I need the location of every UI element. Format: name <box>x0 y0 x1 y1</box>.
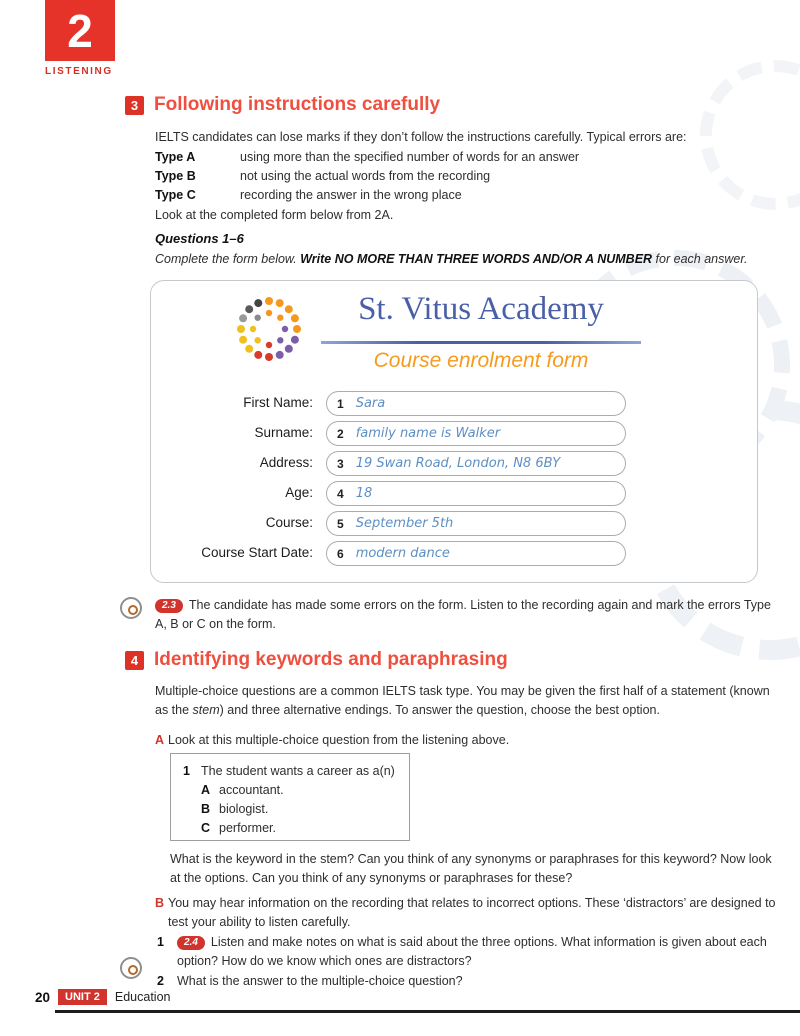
exercise-b-text: You may hear information on the recording that relates to incorrect options. These ‘distractors’ are designed to test your ability to listen carefully. <box>168 896 776 929</box>
mc-stem-text: The student wants a career as a(n) <box>201 764 395 778</box>
section4-heading <box>125 649 508 671</box>
mc-stem-row <box>183 762 409 781</box>
intro-part2: ) and three alternative endings. To answer the question, choose the best option. <box>219 703 660 717</box>
unit-number-tab <box>45 0 115 61</box>
audio-icon <box>120 597 142 619</box>
field-label: Age: <box>285 485 313 500</box>
field-label: Course: <box>265 515 313 530</box>
questions-instructions <box>155 250 795 269</box>
error-types-list <box>155 148 775 205</box>
form-subtitle: Course enrolment form <box>373 349 589 372</box>
answer-box-2[interactable] <box>326 421 626 446</box>
answer-box-6[interactable] <box>326 541 626 566</box>
section3-heading <box>125 94 440 116</box>
task-item-1 <box>157 933 780 971</box>
unit-label: LISTENING <box>45 66 113 77</box>
error-type-row <box>155 186 775 205</box>
page-bottom-edge <box>55 1010 800 1013</box>
page-footer <box>35 989 170 1005</box>
task2-text: What is the answer to the multiple-choice question? <box>177 974 463 988</box>
section4-title: Identifying keywords and paraphrasing <box>154 649 508 670</box>
error-type-row <box>155 148 775 167</box>
handwritten-answer: 18 <box>355 486 373 501</box>
handwritten-answer: September 5th <box>355 516 454 531</box>
enrolment-form-card <box>150 280 758 583</box>
academy-name: St. Vitus Academy <box>358 291 604 327</box>
answer-box-1[interactable] <box>326 391 626 416</box>
mc-option-letter: A <box>201 783 211 797</box>
multiple-choice-box <box>170 753 410 841</box>
section4-intro <box>155 682 775 720</box>
field-label: Address: <box>259 455 313 470</box>
answer-number: 2 <box>337 426 344 441</box>
exercise-b <box>155 894 780 932</box>
exercise-b-label: B <box>155 896 165 910</box>
unit-badge: UNIT 2 <box>58 989 107 1005</box>
questions-heading: Questions 1–6 <box>155 231 244 246</box>
mc-option-text: accountant. <box>219 783 284 797</box>
instruction-part1: Complete the form below. <box>155 252 301 266</box>
task-number: 2 <box>157 974 164 988</box>
form-field-row <box>151 511 757 537</box>
form-field-row <box>151 391 757 417</box>
listening-task-text: The candidate has made some errors on the form. Listen to the recording again and mark the errors Type A, B or C on the form. <box>155 598 771 631</box>
answer-box-3[interactable] <box>326 451 626 476</box>
field-label: Course Start Date: <box>201 545 313 560</box>
answer-box-4[interactable] <box>326 481 626 506</box>
error-type-text: not using the actual words from the recording <box>240 169 491 183</box>
error-type-text: using more than the specified number of words for an answer <box>240 150 580 164</box>
task1-text: Listen and make notes on what is said about the three options. What information is given about each option? How do we know which ones are distractors? <box>177 935 767 968</box>
intro-part1: Multiple-choice questions are a common IELTS task type. You may be given the first half of a statement (known as the <box>155 684 770 717</box>
handwritten-answer: Sara <box>355 396 386 411</box>
task-content <box>177 933 780 971</box>
answer-number: 1 <box>337 396 344 411</box>
answer-box-5[interactable] <box>326 511 626 536</box>
answer-number: 4 <box>337 486 344 501</box>
error-type-label: Type B <box>155 169 196 183</box>
look-at-form-text: Look at the completed form below from 2A. <box>155 208 394 222</box>
mc-option-letter: C <box>201 821 211 835</box>
error-type-label: Type A <box>155 150 196 164</box>
form-field-row <box>151 481 757 507</box>
task-item-2 <box>157 972 780 991</box>
audio-icon <box>120 957 142 979</box>
mc-option-text: biologist. <box>219 802 269 816</box>
section3-intro: IELTS candidates can lose marks if they don’t follow the instructions carefully. Typical errors are: <box>155 130 687 144</box>
mc-option-row <box>201 800 409 819</box>
form-field-row <box>151 541 757 567</box>
error-type-text: recording the answer in the wrong place <box>240 188 462 202</box>
handwritten-answer: 19 Swan Road, London, N8 6BY <box>355 456 561 471</box>
error-type-row <box>155 167 775 186</box>
track-badge-2-4: 2.4 <box>177 936 205 950</box>
answer-number: 6 <box>337 546 344 561</box>
error-type-label: Type C <box>155 188 196 202</box>
mc-question-number: 1 <box>183 764 190 778</box>
exercise-a <box>155 731 775 750</box>
unit-number: 2 <box>67 4 93 57</box>
handwritten-answer: family name is Walker <box>355 426 501 441</box>
track-badge-2-3: 2.3 <box>155 599 183 613</box>
field-label: Surname: <box>254 425 313 440</box>
mc-option-row <box>201 781 409 800</box>
instruction-bold: Write NO MORE THAN THREE WORDS AND/OR A NUMBER <box>300 252 653 266</box>
exercise-a-label: A <box>155 733 165 747</box>
mc-option-text: performer. <box>219 821 276 835</box>
page-number: 20 <box>35 989 51 1005</box>
instruction-part2: for each answer. <box>652 252 748 266</box>
field-label: First Name: <box>243 395 313 410</box>
section3-title: Following instructions carefully <box>154 94 441 115</box>
task-number: 1 <box>157 935 164 949</box>
stem-term: stem <box>192 703 220 717</box>
exercise-a-text: Look at this multiple-choice question from the listening above. <box>168 733 510 747</box>
form-field-row <box>151 421 757 447</box>
academy-logo-icon <box>231 291 307 367</box>
form-field-row <box>151 451 757 477</box>
handwritten-answer: modern dance <box>355 546 450 561</box>
answer-number: 5 <box>337 516 344 531</box>
mc-option-row <box>201 819 409 838</box>
keyword-question-text: What is the keyword in the stem? Can you think of any synonyms or paraphrases for this keyword? Now look at the options. Can you think of any synonyms or paraphrases for these? <box>170 852 772 885</box>
answer-number: 3 <box>337 456 344 471</box>
listening-task-2-3 <box>155 596 780 634</box>
title-divider <box>321 341 641 344</box>
section4-number-badge: 4 <box>125 651 144 670</box>
section3-number-badge: 3 <box>125 96 144 115</box>
unit-title: Education <box>114 990 171 1004</box>
mc-option-letter: B <box>201 802 211 816</box>
